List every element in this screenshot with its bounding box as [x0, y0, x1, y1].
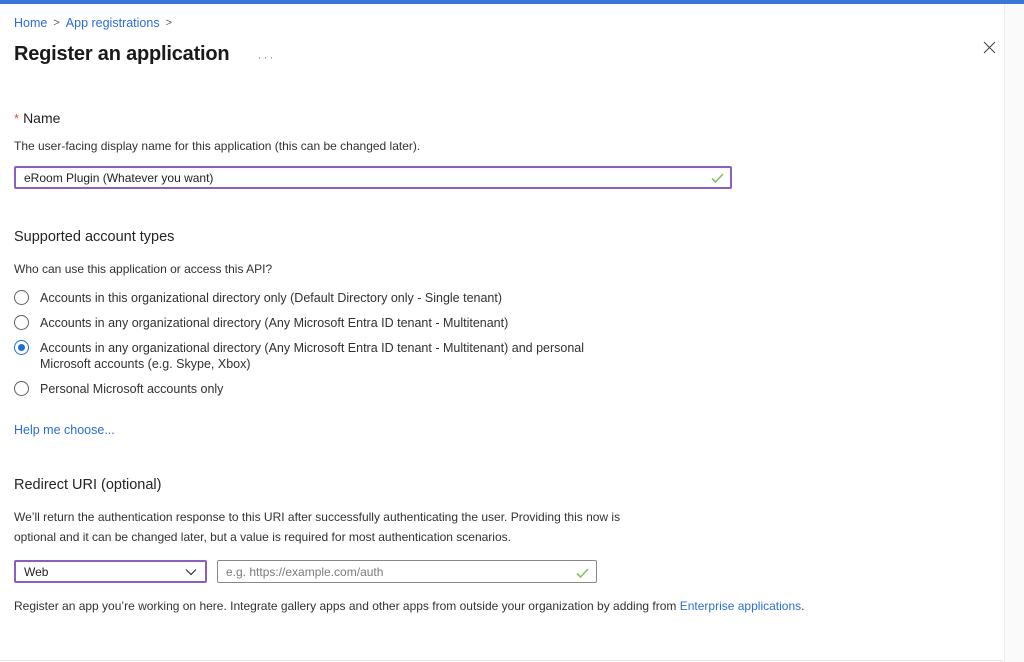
breadcrumb-home-link[interactable]: Home: [14, 16, 48, 30]
supported-account-types-heading: Supported account types: [14, 229, 175, 245]
more-options-icon[interactable]: ···: [257, 49, 276, 64]
page-title: Register an application: [14, 43, 230, 65]
account-type-option-label: Accounts in any organizational directory (Any Microsoft Entra ID tenant - Multitenant): [40, 316, 509, 330]
account-type-option-label: Accounts in any organizational directory (Any Microsoft Entra ID tenant - Multitenant) and personal Microsoft accounts (e.g. Skype, Xbox): [40, 341, 585, 371]
redirect-uri-row: [14, 560, 1003, 583]
redirect-uri-input[interactable]: [217, 560, 597, 583]
breadcrumb: [14, 16, 1003, 30]
scrollbar-track[interactable]: [1004, 4, 1024, 662]
breadcrumb-separator: >: [165, 17, 173, 29]
breadcrumb-separator: >: [53, 17, 60, 29]
account-type-option-label: Personal Microsoft accounts only: [40, 382, 224, 396]
help-me-choose-link[interactable]: Help me choose...: [14, 423, 115, 437]
account-type-option-label: Accounts in this organizational directory only (Default Directory only - Single tenant): [40, 291, 503, 305]
account-type-option[interactable]: [14, 381, 1003, 397]
redirect-uri-input-wrap: [217, 560, 597, 583]
name-description: The user-facing display name for this application (this can be changed later).: [14, 139, 421, 153]
valid-check-icon: [711, 171, 724, 189]
radio-unselected-icon[interactable]: [14, 290, 29, 305]
platform-select-wrap: [14, 560, 207, 583]
platform-select-value: Web: [24, 564, 49, 579]
radio-selected-icon[interactable]: [14, 340, 29, 355]
name-input-wrap: [14, 166, 732, 189]
close-icon: [983, 41, 996, 59]
footer-period: .: [801, 599, 805, 613]
account-type-option[interactable]: [14, 290, 1003, 306]
platform-select[interactable]: [14, 560, 207, 583]
account-type-options: [14, 290, 1003, 397]
chevron-down-icon: [185, 565, 197, 579]
account-types-question: Who can use this application or access this API?: [14, 262, 273, 276]
radio-unselected-icon[interactable]: [14, 381, 29, 396]
breadcrumb-app-registrations-link[interactable]: App registrations: [65, 16, 160, 30]
account-type-option[interactable]: [14, 340, 1003, 372]
required-asterisk: *: [14, 111, 20, 126]
account-type-option[interactable]: [14, 315, 1003, 331]
valid-check-icon: [576, 566, 589, 584]
name-label-row: [14, 110, 1003, 126]
redirect-uri-heading: Redirect URI (optional): [14, 477, 162, 493]
radio-unselected-icon[interactable]: [14, 315, 29, 330]
enterprise-applications-link[interactable]: Enterprise applications: [679, 599, 802, 613]
title-row: [14, 43, 1003, 66]
close-panel-button[interactable]: [980, 41, 998, 59]
footer-text: Register an app you’re working on here. Integrate gallery apps and other apps from outside your organization by adding from: [14, 599, 680, 613]
redirect-uri-description: We’ll return the authentication response to this URI after successfully authenticating the user. Providing this now is optional and it can be changed later, but a value is required for most authentication scenarios.: [14, 510, 621, 544]
footer-note: [14, 599, 1003, 613]
register-application-panel: [0, 4, 1003, 661]
name-label: Name: [23, 110, 61, 126]
name-input[interactable]: [14, 166, 732, 189]
